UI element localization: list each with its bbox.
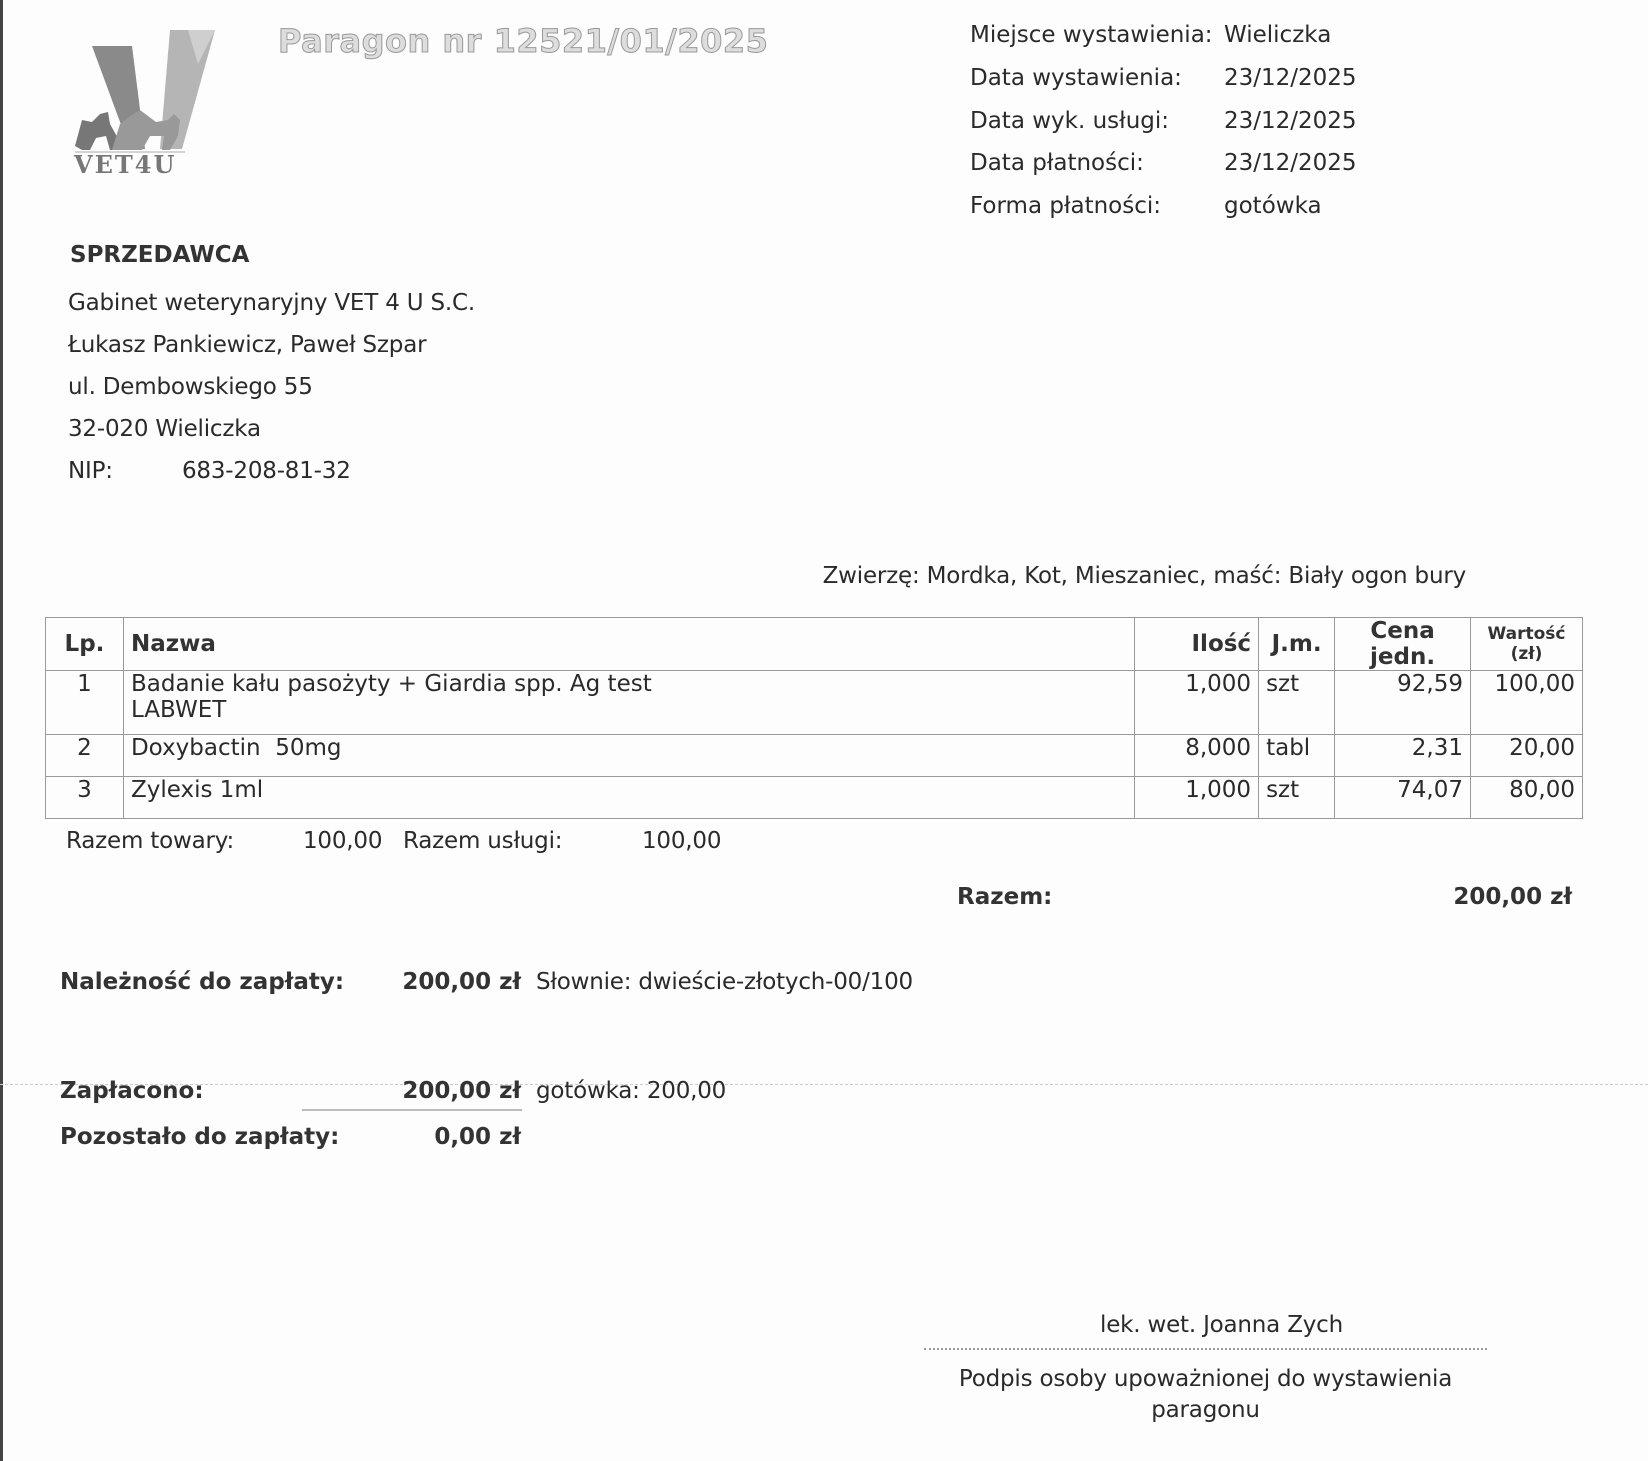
due-value: 200,00 zł xyxy=(402,969,521,995)
signature-caption-line2: paragonu xyxy=(1151,1397,1260,1423)
paid-label: Zapłacono: xyxy=(60,1078,204,1104)
logo-text: VET4U xyxy=(74,150,177,179)
services-total-label: Razem usługi: xyxy=(403,828,563,854)
meta-label-place: Miejsce wystawienia: xyxy=(970,22,1213,48)
table-header-row xyxy=(46,618,1583,671)
header-lp: Lp. xyxy=(46,618,124,671)
meta-label-issue-date: Data wystawienia: xyxy=(970,65,1182,91)
signature-name: lek. wet. Joanna Zych xyxy=(1100,1312,1343,1338)
seller-city: 32-020 Wieliczka xyxy=(68,416,261,442)
services-total-value: 100,00 xyxy=(642,828,722,854)
row-qty: 8,000 xyxy=(1135,735,1259,777)
seller-name: Gabinet weterynaryjny VET 4 U S.C. xyxy=(68,290,475,316)
total-value: 200,00 zł xyxy=(1453,884,1572,910)
row-lp: 3 xyxy=(46,777,124,819)
remaining-label: Pozostało do zapłaty: xyxy=(60,1124,340,1150)
header-value: Wartość (zł) xyxy=(1471,618,1583,671)
meta-label-service-date: Data wyk. usługi: xyxy=(970,108,1170,134)
row-name-line2: LABWET xyxy=(130,697,227,723)
paid-detail: gotówka: 200,00 xyxy=(536,1078,727,1104)
seller-nip-label: NIP: xyxy=(68,458,113,484)
header-qty: Ilość xyxy=(1135,618,1259,671)
meta-label-payment-date: Data płatności: xyxy=(970,150,1144,176)
due-in-words: Słownie: dwieście-złotych-00/100 xyxy=(536,969,913,995)
meta-value-payment-form: gotówka xyxy=(1224,193,1322,219)
paid-value: 200,00 zł xyxy=(402,1078,521,1104)
seller-street: ul. Dembowskiego 55 xyxy=(68,374,313,400)
row-name: Doxybactin 50mg xyxy=(123,735,1134,777)
row-price: 2,31 xyxy=(1335,735,1471,777)
total-label: Razem: xyxy=(957,884,1053,910)
row-qty: 1,000 xyxy=(1135,671,1259,735)
document-title: Paragon nr 12521/01/2025 xyxy=(278,22,769,60)
signature-caption-line1: Podpis osoby upoważnionej do wystawienia xyxy=(958,1366,1453,1392)
row-qty: 1,000 xyxy=(1135,777,1259,819)
row-price: 74,07 xyxy=(1335,777,1471,819)
items-table xyxy=(45,617,1583,819)
scan-edge xyxy=(0,0,3,1461)
meta-value-payment-date: 23/12/2025 xyxy=(1224,150,1357,176)
row-unit: szt xyxy=(1259,777,1335,819)
seller-owners: Łukasz Pankiewicz, Paweł Szpar xyxy=(68,332,427,358)
meta-value-issue-date: 23/12/2025 xyxy=(1224,65,1357,91)
table-row xyxy=(46,735,1583,777)
goods-total-label: Razem towary: xyxy=(66,828,235,854)
paid-underline xyxy=(302,1109,522,1111)
row-unit: szt xyxy=(1259,671,1335,735)
meta-value-place: Wieliczka xyxy=(1224,22,1332,48)
meta-value-service-date: 23/12/2025 xyxy=(1224,108,1357,134)
scan-artifact-line xyxy=(0,1084,1648,1085)
row-lp: 1 xyxy=(46,671,124,735)
due-label: Należność do zapłaty: xyxy=(60,969,345,995)
row-value: 100,00 xyxy=(1471,671,1583,735)
remaining-value: 0,00 zł xyxy=(434,1124,521,1150)
seller-nip-value: 683-208-81-32 xyxy=(182,458,351,484)
header-unit: J.m. xyxy=(1259,618,1335,671)
header-price: Cena jedn. xyxy=(1335,618,1471,671)
goods-total-value: 100,00 xyxy=(303,828,383,854)
meta-label-payment-form: Forma płatności: xyxy=(970,193,1162,219)
row-name-line1: Badanie kału pasożyty + Giardia spp. Ag test xyxy=(130,671,652,697)
row-lp: 2 xyxy=(46,735,124,777)
row-value: 80,00 xyxy=(1471,777,1583,819)
row-name xyxy=(123,671,1134,735)
seller-heading: SPRZEDAWCA xyxy=(70,242,250,268)
table-row xyxy=(46,777,1583,819)
animal-info: Zwierzę: Mordka, Kot, Mieszaniec, maść: Biały ogon bury xyxy=(822,563,1466,589)
row-name: Zylexis 1ml xyxy=(123,777,1134,819)
row-price: 92,59 xyxy=(1335,671,1471,735)
row-unit: tabl xyxy=(1259,735,1335,777)
table-row xyxy=(46,671,1583,735)
header-name: Nazwa xyxy=(123,618,1134,671)
signature-line xyxy=(924,1348,1487,1350)
row-value: 20,00 xyxy=(1471,735,1583,777)
